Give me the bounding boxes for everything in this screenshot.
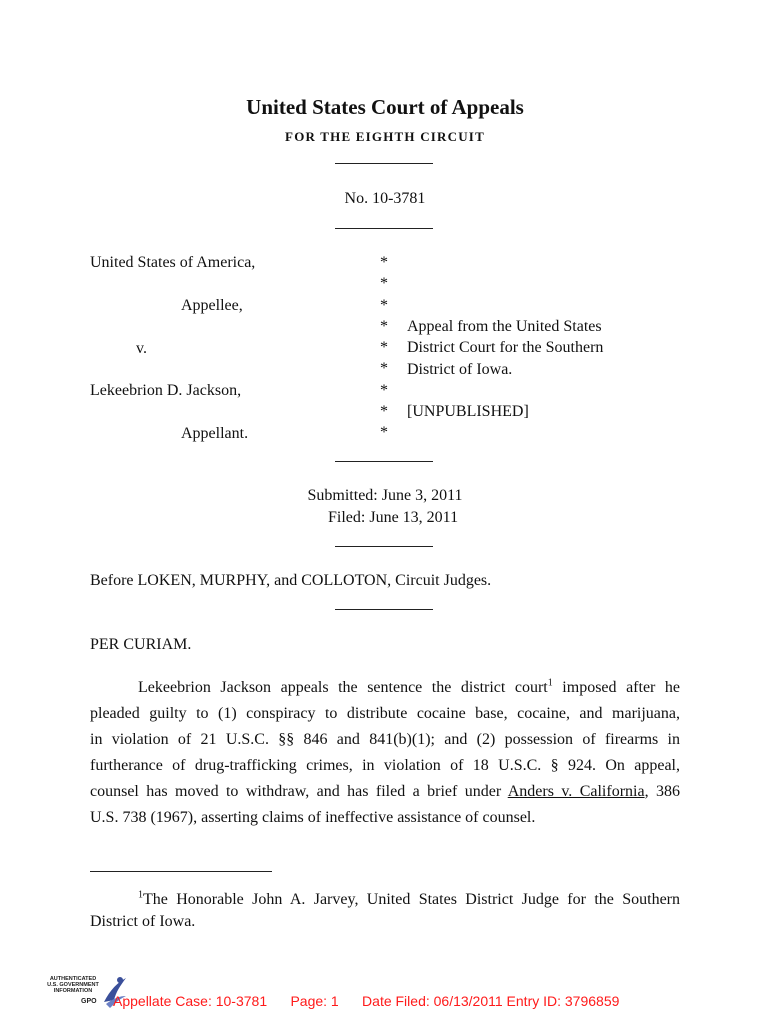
paragraph-text: , 386 [644, 783, 681, 800]
plaintiff-name: United States of America, [90, 254, 256, 271]
footnote [90, 889, 680, 933]
opinion-paragraph [90, 675, 680, 831]
defendant-role: Appellant. [181, 425, 249, 442]
paragraph-line [90, 675, 680, 701]
separator-rule [335, 609, 433, 610]
gpo-label: GPO [81, 998, 97, 1005]
footnote-rule [90, 871, 272, 872]
paragraph-line: in violation of 21 U.S.C. §§ 846 and 841(b)(1); and (2) possession of firearms in [90, 731, 680, 748]
caption-star: * [380, 254, 388, 271]
paragraph-text: Lekeebrion Jackson appeals the sentence the district court [138, 679, 548, 696]
versus-label: v. [136, 340, 147, 357]
caption-star: * [380, 403, 388, 421]
appeal-line: District Court for the Southern [407, 339, 604, 356]
paragraph-line: pleaded guilty to (1) conspiracy to distribute cocaine base, cocaine, and marijuana, [90, 705, 680, 722]
caption-star: * [380, 275, 388, 293]
defendant-name: Lekeebrion D. Jackson, [90, 382, 242, 399]
caption-star: * [380, 339, 388, 357]
footnote-reference[interactable]: 1 [547, 677, 553, 689]
paragraph-line: U.S. 738 (1967), asserting claims of ineffective assistance of counsel. [90, 809, 536, 826]
case-number: No. 10-3781 [344, 190, 426, 207]
plaintiff-role: Appellee, [181, 297, 243, 314]
caption-star: * [380, 296, 388, 314]
separator-rule [335, 228, 433, 229]
footnote-line: District of Iowa. [90, 913, 196, 930]
submitted-date: Submitted: June 3, 2011 [307, 487, 463, 504]
caption-star: * [380, 381, 388, 399]
separator-rule [335, 461, 433, 462]
caption-star: * [380, 424, 388, 442]
caption-star: * [380, 360, 388, 378]
appeal-line: Appeal from the United States [407, 318, 602, 335]
paragraph-text: counsel has moved to withdraw, and has filed a brief under [90, 783, 508, 800]
paragraph-line [90, 779, 680, 805]
separator-rule [335, 546, 433, 547]
paragraph-line: furtherance of drug-trafficking crimes, in violation of 18 U.S.C. § 924. On appeal, [90, 757, 680, 774]
paragraph-text: imposed after he [552, 679, 681, 696]
caption-star: * [380, 317, 388, 335]
filed-date: Filed: June 13, 2011 [328, 509, 459, 526]
footnote-line [90, 889, 680, 911]
judges-panel: Before LOKEN, MURPHY, and COLLOTON, Circuit Judges. [90, 572, 492, 589]
case-citation: Anders v. California [507, 783, 645, 800]
footnote-marker: 1 [138, 889, 143, 901]
caption-star-column [380, 252, 392, 444]
per-curiam-heading: PER CURIAM. [90, 636, 192, 653]
separator-rule [335, 163, 433, 164]
filing-footer: Appellate Case: 10-3781 Page: 1 Date Filed: 06/13/2011 Entry ID: 3796859 [113, 993, 620, 1009]
court-title: United States Court of Appeals [246, 95, 524, 119]
circuit-subtitle: FOR THE EIGHTH CIRCUIT [285, 129, 485, 144]
appeal-line: District of Iowa. [407, 361, 513, 378]
footnote-text: The Honorable John A. Jarvey, United States District Judge for the Southern [143, 891, 680, 908]
unpublished-status: [UNPUBLISHED] [407, 403, 529, 420]
gpo-logo-text: AUTHENTICATED U.S. GOVERNMENT INFORMATION [47, 976, 99, 994]
